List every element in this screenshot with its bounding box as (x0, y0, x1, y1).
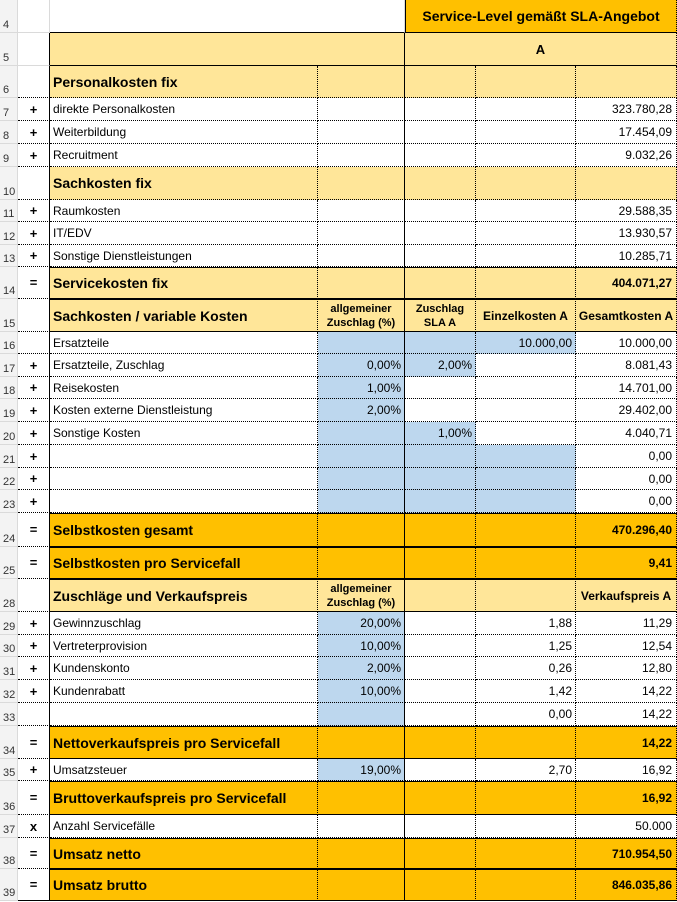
table-row (0, 144, 677, 167)
value-cell-g[interactable]: 14,22 (576, 703, 677, 726)
value-cell-g[interactable] (576, 167, 677, 200)
value-cell-g[interactable]: 846.035,86 (576, 869, 677, 901)
value-cell-f[interactable] (476, 869, 576, 901)
value-cell-e[interactable] (405, 815, 476, 838)
table-row (0, 838, 677, 869)
operator-cell[interactable]: + (18, 422, 50, 445)
operator-cell[interactable]: x (18, 815, 50, 838)
operator-cell[interactable]: + (18, 200, 50, 222)
value-cell-d[interactable] (318, 144, 405, 167)
value-cell-g[interactable]: 13.930,57 (576, 222, 677, 245)
value-cell-f[interactable] (476, 838, 576, 869)
value-cell-f[interactable] (476, 245, 576, 267)
operator-cell[interactable] (18, 167, 50, 200)
operator-cell[interactable]: = (18, 869, 50, 901)
value-cell-d[interactable] (318, 703, 405, 726)
label-cell[interactable] (50, 445, 318, 468)
table-row (0, 0, 677, 33)
value-cell-f[interactable] (476, 781, 576, 815)
value-cell-f[interactable] (476, 121, 576, 144)
operator-cell[interactable]: = (18, 267, 50, 299)
operator-cell[interactable] (18, 299, 50, 332)
value-cell-d[interactable] (318, 815, 405, 838)
row-header[interactable]: 7 (0, 98, 18, 121)
label-cell[interactable]: Vertreterprovision (50, 635, 318, 657)
value-cell-d[interactable] (318, 726, 405, 759)
label-cell[interactable] (50, 703, 318, 726)
value-cell-f[interactable] (476, 726, 576, 759)
label-cell[interactable]: Ersatzteile, Zuschlag (50, 354, 318, 377)
value-cell-d[interactable] (318, 838, 405, 869)
table-row (0, 703, 677, 726)
value-cell-d[interactable] (318, 332, 405, 354)
value-cell-g[interactable]: 14,22 (576, 680, 677, 703)
value-cell-g[interactable]: 50.000 (576, 815, 677, 838)
value-cell-d[interactable]: 10,00% (318, 635, 405, 657)
value-cell-f[interactable] (476, 267, 576, 299)
row-header[interactable]: 35 (0, 759, 18, 781)
label-cell[interactable]: Zuschläge und Verkaufspreis (50, 579, 318, 612)
label-cell[interactable]: Weiterbildung (50, 121, 318, 144)
label-cell[interactable]: Ersatzteile (50, 332, 318, 354)
value-cell-e[interactable] (405, 121, 476, 144)
value-cell-g[interactable]: 4.040,71 (576, 422, 677, 445)
value-cell-e[interactable] (405, 635, 476, 657)
operator-cell[interactable]: + (18, 377, 50, 399)
value-cell-f[interactable] (476, 98, 576, 121)
operator-cell[interactable] (18, 0, 50, 33)
value-cell-e[interactable] (405, 680, 476, 703)
row-header[interactable]: 6 (0, 66, 18, 98)
table-row (0, 422, 677, 445)
value-cell-e[interactable] (405, 657, 476, 680)
value-cell-d[interactable] (318, 547, 405, 579)
table-row (0, 377, 677, 399)
table-row (0, 245, 677, 267)
table-row (0, 726, 677, 759)
value-cell-f[interactable]: 1,25 (476, 635, 576, 657)
row-header[interactable]: 20 (0, 422, 18, 445)
value-cell-f[interactable] (476, 222, 576, 245)
operator-cell[interactable]: + (18, 121, 50, 144)
table-row (0, 468, 677, 490)
value-cell-f[interactable] (476, 815, 576, 838)
value-cell-f[interactable] (476, 490, 576, 513)
operator-cell[interactable]: = (18, 513, 50, 547)
row-header[interactable]: 33 (0, 703, 18, 726)
label-cell[interactable]: Anzahl Servicefälle (50, 815, 318, 838)
value-cell-e[interactable] (405, 869, 476, 901)
row-header[interactable]: 34 (0, 726, 18, 759)
row-header[interactable]: 14 (0, 267, 18, 299)
value-cell-g[interactable]: 404.071,27 (576, 267, 677, 299)
label-cell[interactable]: Bruttoverkaufspreis pro Servicefall (50, 781, 318, 815)
value-cell-e[interactable] (405, 399, 476, 422)
value-cell-f[interactable] (476, 377, 576, 399)
table-row (0, 513, 677, 547)
operator-cell[interactable] (18, 579, 50, 612)
value-cell-f[interactable]: 0,00 (476, 703, 576, 726)
value-cell-g[interactable]: 11,29 (576, 612, 677, 635)
label-cell[interactable]: Raumkosten (50, 200, 318, 222)
table-row (0, 815, 677, 838)
row-header[interactable]: 19 (0, 399, 18, 422)
table-row (0, 869, 677, 901)
value-cell-f[interactable] (476, 167, 576, 200)
label-cell[interactable]: Recruitment (50, 144, 318, 167)
table-row (0, 547, 677, 579)
value-cell-g[interactable]: 10.000,00 (576, 332, 677, 354)
operator-cell[interactable]: + (18, 759, 50, 781)
value-cell-d[interactable] (318, 513, 405, 547)
value-cell-d[interactable]: 19,00% (318, 759, 405, 781)
operator-cell[interactable]: = (18, 781, 50, 815)
value-cell-e[interactable] (405, 377, 476, 399)
column-header-e[interactable] (405, 579, 476, 612)
value-cell-e[interactable] (405, 547, 476, 579)
value-cell-g[interactable]: 14,22 (576, 726, 677, 759)
table-row (0, 98, 677, 121)
value-cell-d[interactable] (318, 167, 405, 200)
value-cell-f[interactable] (476, 513, 576, 547)
value-cell-g[interactable]: 9.032,26 (576, 144, 677, 167)
label-cell[interactable]: direkte Personalkosten (50, 98, 318, 121)
label-cell[interactable]: Kundenskonto (50, 657, 318, 680)
operator-cell[interactable]: + (18, 657, 50, 680)
row-header[interactable]: 22 (0, 468, 18, 490)
operator-cell[interactable]: + (18, 399, 50, 422)
table-row (0, 657, 677, 680)
value-cell-f[interactable] (476, 354, 576, 377)
table-row (0, 167, 677, 200)
value-cell-d[interactable] (318, 422, 405, 445)
label-cell[interactable] (50, 490, 318, 513)
value-cell-d[interactable] (318, 222, 405, 245)
value-cell-g[interactable]: 0,00 (576, 468, 677, 490)
value-cell-e[interactable] (405, 703, 476, 726)
value-cell-g[interactable]: 29.402,00 (576, 399, 677, 422)
value-cell-g[interactable]: 12,54 (576, 635, 677, 657)
table-row (0, 680, 677, 703)
label-cell[interactable]: Selbstkosten pro Servicefall (50, 547, 318, 579)
value-cell-e[interactable] (405, 245, 476, 267)
value-cell-e[interactable] (405, 759, 476, 781)
operator-cell[interactable]: + (18, 245, 50, 267)
row-header[interactable]: 18 (0, 377, 18, 399)
label-cell[interactable]: Umsatzsteuer (50, 759, 318, 781)
column-header-g[interactable]: Gesamtkosten A (576, 299, 677, 332)
value-cell-g[interactable]: 470.296,40 (576, 513, 677, 547)
operator-cell[interactable]: + (18, 468, 50, 490)
table-row (0, 200, 677, 222)
value-cell-d[interactable] (318, 267, 405, 299)
operator-cell[interactable]: = (18, 547, 50, 579)
value-cell-g[interactable]: 16,92 (576, 759, 677, 781)
column-header-e[interactable]: Zuschlag SLA A (405, 299, 476, 332)
value-cell-g[interactable]: 16,92 (576, 781, 677, 815)
table-row (0, 66, 677, 98)
label-cell[interactable]: Gewinnzuschlag (50, 612, 318, 635)
sla-title: Service-Level gemäßt SLA-Angebot (405, 0, 677, 33)
value-cell-e[interactable] (405, 513, 476, 547)
value-cell-d[interactable]: 2,00% (318, 399, 405, 422)
row-header[interactable]: 17 (0, 354, 18, 377)
value-cell-d[interactable] (318, 781, 405, 815)
value-cell-e[interactable] (405, 222, 476, 245)
operator-cell[interactable]: + (18, 490, 50, 513)
row-header[interactable]: 28 (0, 579, 18, 612)
operator-cell[interactable] (18, 332, 50, 354)
value-cell-f[interactable] (476, 200, 576, 222)
column-header-d[interactable]: allgemeiner Zuschlag (%) (318, 579, 405, 612)
table-row (0, 267, 677, 299)
operator-cell[interactable]: = (18, 838, 50, 869)
column-header-f[interactable] (476, 579, 576, 612)
label-cell[interactable]: Personalkosten fix (50, 66, 318, 98)
row-header[interactable]: 16 (0, 332, 18, 354)
label-cell[interactable]: Sachkosten fix (50, 167, 318, 200)
label-cell[interactable]: Umsatz brutto (50, 869, 318, 901)
value-cell-e[interactable] (405, 445, 476, 468)
row-header[interactable]: 21 (0, 445, 18, 468)
row-header[interactable]: 10 (0, 167, 18, 200)
table-row (0, 490, 677, 513)
row-header[interactable]: 15 (0, 299, 18, 332)
value-cell-d[interactable]: 10,00% (318, 680, 405, 703)
table-row (0, 33, 677, 66)
operator-cell[interactable]: + (18, 354, 50, 377)
label-cell[interactable]: Sachkosten / variable Kosten (50, 299, 318, 332)
value-cell-e[interactable]: 1,00% (405, 422, 476, 445)
value-cell-g[interactable]: 323.780,28 (576, 98, 677, 121)
column-header-d[interactable]: allgemeiner Zuschlag (%) (318, 299, 405, 332)
operator-cell[interactable]: + (18, 144, 50, 167)
label-cell[interactable]: Kosten externe Dienstleistung (50, 399, 318, 422)
value-cell-e[interactable] (405, 490, 476, 513)
table-row (0, 635, 677, 657)
value-cell-e[interactable] (405, 144, 476, 167)
label-cell[interactable]: Kundenrabatt (50, 680, 318, 703)
operator-cell[interactable]: + (18, 222, 50, 245)
label-cell[interactable]: Nettoverkaufspreis pro Servicefall (50, 726, 318, 759)
label-cell[interactable]: Servicekosten fix (50, 267, 318, 299)
value-cell-d[interactable] (318, 121, 405, 144)
value-cell-e[interactable] (405, 167, 476, 200)
value-cell-d[interactable] (318, 98, 405, 121)
value-cell-f[interactable] (476, 144, 576, 167)
value-cell-f[interactable] (476, 399, 576, 422)
row-header[interactable]: 30 (0, 635, 18, 657)
row-header[interactable]: 9 (0, 144, 18, 167)
value-cell-g[interactable] (576, 66, 677, 98)
table-row (0, 121, 677, 144)
value-cell-f[interactable] (476, 66, 576, 98)
value-cell-e[interactable] (405, 98, 476, 121)
value-cell-g[interactable]: 0,00 (576, 445, 677, 468)
value-cell-d[interactable] (318, 66, 405, 98)
value-cell-f[interactable] (476, 445, 576, 468)
column-header-g[interactable]: Verkaufspreis A (576, 579, 677, 612)
table-row (0, 612, 677, 635)
row-header[interactable]: 8 (0, 121, 18, 144)
value-cell-e[interactable]: 2,00% (405, 354, 476, 377)
row-header[interactable]: 12 (0, 222, 18, 245)
row-header[interactable]: 4 (0, 0, 18, 33)
operator-cell[interactable] (18, 33, 50, 66)
value-cell-g[interactable]: 710.954,50 (576, 838, 677, 869)
operator-cell[interactable]: + (18, 635, 50, 657)
value-cell-d[interactable] (318, 245, 405, 267)
row-header[interactable]: 24 (0, 513, 18, 547)
value-cell-d[interactable] (318, 445, 405, 468)
value-cell-f[interactable]: 1,42 (476, 680, 576, 703)
row-header[interactable]: 37 (0, 815, 18, 838)
value-cell-e[interactable] (405, 612, 476, 635)
value-cell-f[interactable] (476, 422, 576, 445)
value-cell-f[interactable]: 0,26 (476, 657, 576, 680)
label-cell[interactable]: Sonstige Dienstleistungen (50, 245, 318, 267)
value-cell-d[interactable] (318, 869, 405, 901)
row-header[interactable]: 23 (0, 490, 18, 513)
table-row (0, 222, 677, 245)
table-row (0, 399, 677, 422)
value-cell-g[interactable]: 10.285,71 (576, 245, 677, 267)
value-cell-e[interactable] (405, 267, 476, 299)
row-header[interactable]: 31 (0, 657, 18, 680)
operator-cell[interactable] (18, 66, 50, 98)
row-header[interactable]: 38 (0, 838, 18, 869)
operator-cell[interactable]: + (18, 612, 50, 635)
value-cell-g[interactable]: 29.588,35 (576, 200, 677, 222)
table-row (0, 332, 677, 354)
table-row (0, 781, 677, 815)
value-cell-d[interactable]: 2,00% (318, 657, 405, 680)
row-header[interactable]: 25 (0, 547, 18, 579)
value-cell-g[interactable]: 0,00 (576, 490, 677, 513)
operator-cell[interactable]: = (18, 726, 50, 759)
value-cell-e[interactable] (405, 66, 476, 98)
value-cell-g[interactable]: 17.454,09 (576, 121, 677, 144)
value-cell-d[interactable]: 20,00% (318, 612, 405, 635)
value-cell-d[interactable]: 1,00% (318, 377, 405, 399)
value-cell-e[interactable] (405, 200, 476, 222)
row-header[interactable]: 32 (0, 680, 18, 703)
table-row (0, 299, 677, 332)
label-cell[interactable] (50, 0, 405, 33)
table-row (0, 354, 677, 377)
label-cell[interactable]: Sonstige Kosten (50, 422, 318, 445)
value-cell-d[interactable]: 0,00% (318, 354, 405, 377)
value-cell-g[interactable]: 9,41 (576, 547, 677, 579)
value-cell-d[interactable] (318, 200, 405, 222)
value-cell-e[interactable] (405, 726, 476, 759)
value-cell-e[interactable] (405, 781, 476, 815)
row-header[interactable]: 11 (0, 200, 18, 222)
value-cell-f[interactable]: 1,88 (476, 612, 576, 635)
value-cell-f[interactable]: 2,70 (476, 759, 576, 781)
value-cell-d[interactable] (318, 468, 405, 490)
table-row (0, 445, 677, 468)
row-header[interactable]: 36 (0, 781, 18, 815)
value-cell-e[interactable] (405, 332, 476, 354)
table-row (0, 759, 677, 781)
table-row (0, 579, 677, 612)
value-cell-d[interactable] (318, 490, 405, 513)
value-cell-g[interactable]: 8.081,43 (576, 354, 677, 377)
value-cell-f[interactable] (476, 547, 576, 579)
value-cell-g[interactable]: 14.701,00 (576, 377, 677, 399)
label-cell[interactable] (50, 33, 405, 66)
value-cell-e[interactable] (405, 838, 476, 869)
row-header[interactable]: 29 (0, 612, 18, 635)
operator-cell[interactable]: + (18, 680, 50, 703)
operator-cell[interactable] (18, 703, 50, 726)
row-header[interactable]: 13 (0, 245, 18, 267)
row-header[interactable]: 5 (0, 33, 18, 66)
column-header-f[interactable]: Einzelkosten A (476, 299, 576, 332)
value-cell-e[interactable] (405, 468, 476, 490)
label-cell[interactable]: Selbstkosten gesamt (50, 513, 318, 547)
value-cell-f[interactable] (476, 468, 576, 490)
service-level-label: A (405, 33, 677, 66)
operator-cell[interactable]: + (18, 98, 50, 121)
label-cell[interactable]: IT/EDV (50, 222, 318, 245)
row-header[interactable]: 39 (0, 869, 18, 901)
label-cell[interactable] (50, 468, 318, 490)
value-cell-g[interactable]: 12,80 (576, 657, 677, 680)
operator-cell[interactable]: + (18, 445, 50, 468)
value-cell-f[interactable]: 10.000,00 (476, 332, 576, 354)
label-cell[interactable]: Reisekosten (50, 377, 318, 399)
label-cell[interactable]: Umsatz netto (50, 838, 318, 869)
